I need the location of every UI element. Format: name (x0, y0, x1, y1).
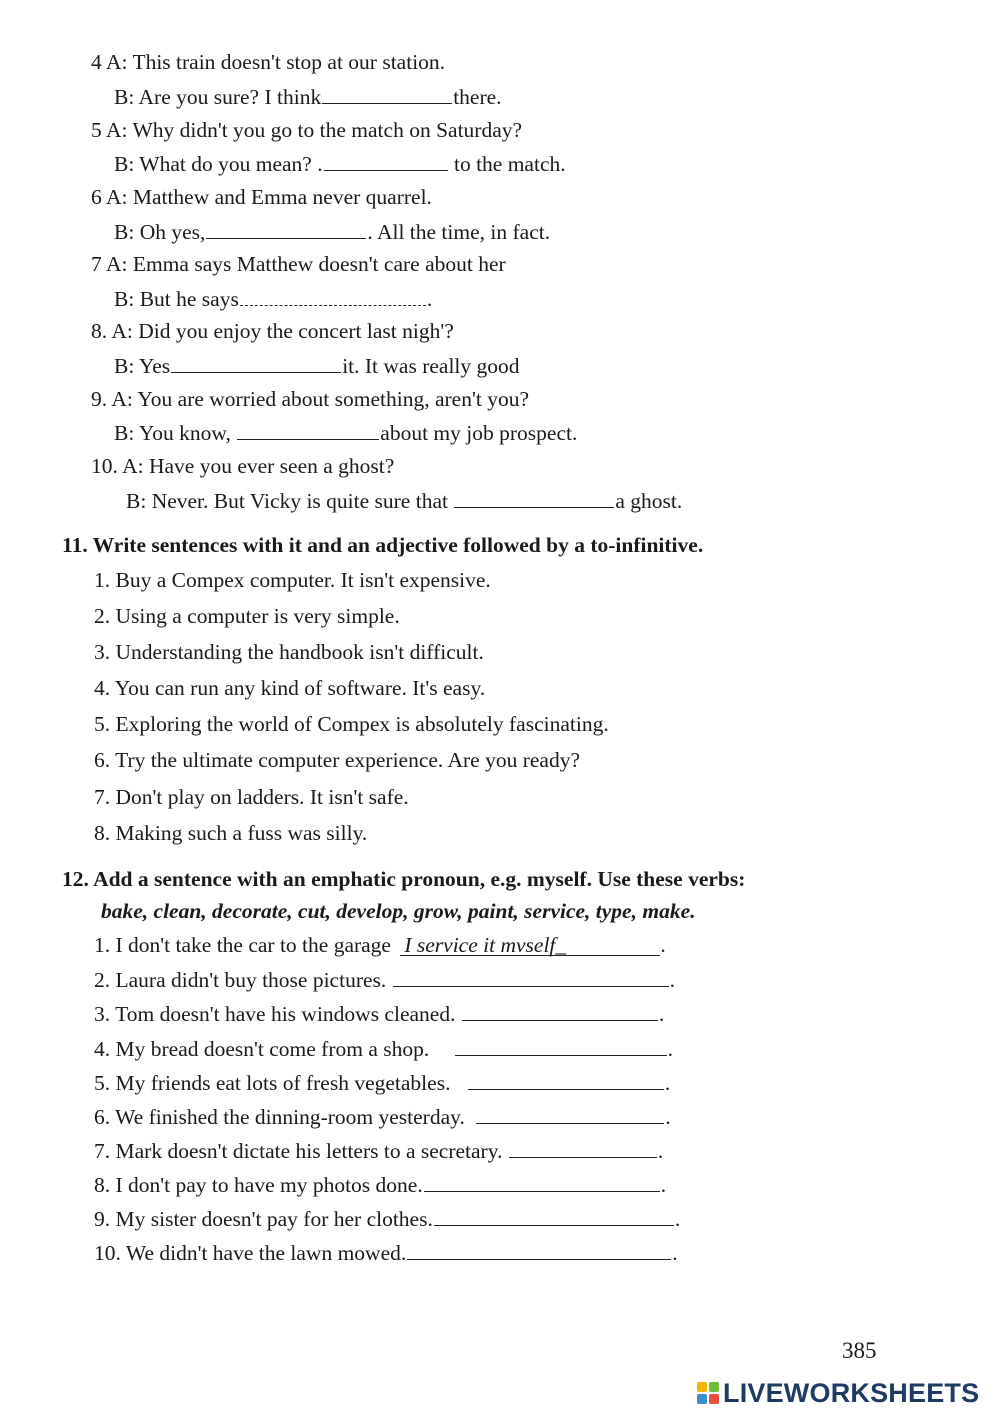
logo-mark-icon (697, 1382, 719, 1404)
ex12-item: 3. Tom doesn't have his windows cleaned. . (94, 1002, 665, 1026)
liveworksheets-logo (697, 1378, 979, 1408)
ex11-item: 5. Exploring the world of Compex is absolutely fascinating. (94, 712, 609, 736)
answer-blank[interactable] (454, 490, 614, 508)
ex12-item: 2. Laura didn't buy those pictures. . (94, 968, 676, 992)
page-number: 385 (842, 1338, 877, 1363)
ex11-item: 4. You can run any kind of software. It's easy. (94, 676, 486, 700)
ex10-item-5-b: B: What do you mean? . to the match. (114, 152, 566, 176)
answer-blank[interactable] (462, 1003, 658, 1021)
ex12-item: 9. My sister doesn't pay for her clothes. . (94, 1207, 681, 1231)
ex11-item: 2. Using a computer is very simple. (94, 604, 400, 628)
answer-blank[interactable] (206, 221, 366, 239)
logo-text: LIVEWORKSHEETS (723, 1377, 980, 1408)
ex12-item: 8. I don't pay to have my photos done. . (94, 1173, 667, 1197)
answer-blank[interactable] (468, 1072, 664, 1090)
answer-blank[interactable] (434, 1208, 674, 1226)
ex10-item-4-b: B: Are you sure? I think there. (114, 85, 502, 109)
answer-blank[interactable] (476, 1106, 664, 1124)
answer-blank[interactable] (393, 969, 669, 987)
ex10-item-6-b: B: Oh yes, . All the time, in fact. (114, 220, 551, 244)
ex10-item-4-a: 4 A: This train doesn't stop at our station. (91, 50, 446, 74)
ex12-item: 6. We finished the dinning-room yesterday. . (94, 1105, 671, 1129)
ex10-item-7-a: 7 A: Emma says Matthew doesn't care about her (91, 252, 506, 276)
exercise-11-heading: 11. Write sentences with it and an adjective followed by a to-infinitive. (62, 533, 704, 557)
answer-blank[interactable] (509, 1140, 657, 1158)
answer-blank[interactable] (407, 1242, 671, 1260)
ex11-item: 7. Don't play on ladders. It isn't safe. (94, 785, 409, 809)
ex10-item-10-b: B: Never. But Vicky is quite sure that a ghost. (126, 489, 683, 513)
answer-blank[interactable] (171, 355, 341, 373)
ex10-item-8-b: B: Yes it. It was really good (114, 354, 520, 378)
ex12-item: 7. Mark doesn't dictate his letters to a secretary. . (94, 1139, 664, 1163)
ex10-item-9-b: B: You know, about my job prospect. (114, 421, 578, 445)
ex10-item-5-a: 5 A: Why didn't you go to the match on Saturday? (91, 118, 523, 142)
ex10-item-7-b: B: But he says . (114, 287, 433, 311)
answer-field[interactable]: I service it mvself_ (400, 935, 660, 956)
ex12-item: 5. My friends eat lots of fresh vegetables. . (94, 1071, 671, 1095)
answer-blank[interactable] (324, 153, 448, 171)
ex10-item-10-a: 10. A: Have you ever seen a ghost? (91, 454, 395, 478)
ex12-item: 10. We didn't have the lawn mowed. . (94, 1241, 678, 1265)
exercise-12-heading: 12. Add a sentence with an emphatic pronoun, e.g. myself. Use these verbs: (62, 867, 746, 891)
ex12-item: 4. My bread doesn't come from a shop. . (94, 1037, 674, 1061)
answer-blank[interactable] (237, 422, 379, 440)
answer-blank[interactable] (424, 1174, 660, 1192)
exercise-12-verbs: bake, clean, decorate, cut, develop, grow, paint, service, type, make. (101, 899, 696, 923)
answer-blank[interactable] (455, 1038, 667, 1056)
answer-blank[interactable] (322, 86, 452, 104)
ex10-item-6-a: 6 A: Matthew and Emma never quarrel. (91, 185, 432, 209)
ex11-item: 6. Try the ultimate computer experience. Are you ready? (94, 748, 580, 772)
ex10-item-8-a: 8. A: Did you enjoy the concert last nigh'? (91, 319, 454, 343)
ex11-item: 8. Making such a fuss was silly. (94, 821, 368, 845)
ex10-item-9-a: 9. A: You are worried about something, aren't you? (91, 387, 529, 411)
ex12-item: 1. I don't take the car to the garage I service it mvself_ . (94, 933, 666, 957)
ex11-item: 1. Buy a Compex computer. It isn't expensive. (94, 568, 491, 592)
ex11-item: 3. Understanding the handbook isn't difficult. (94, 640, 484, 664)
answer-blank[interactable] (240, 288, 426, 306)
